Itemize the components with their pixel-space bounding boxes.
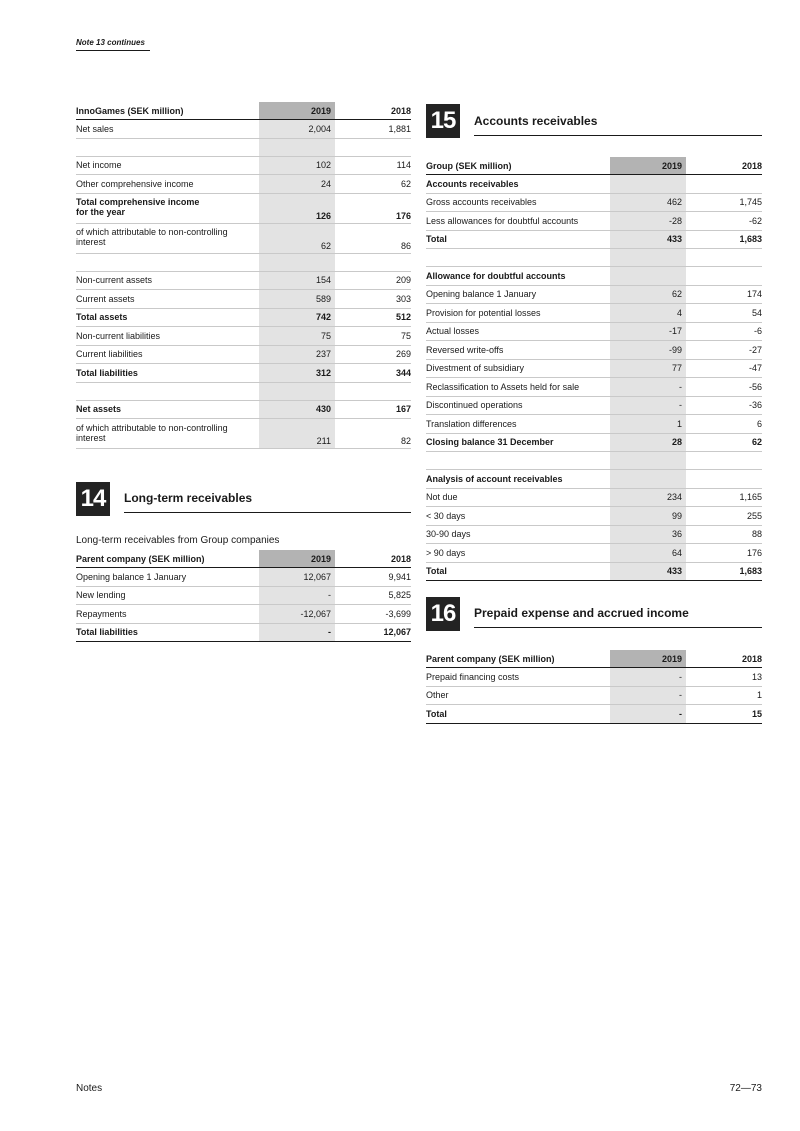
value-2019: 24 [259, 175, 335, 194]
value-2018 [335, 253, 411, 271]
value-2018: 176 [686, 544, 762, 563]
table-row [426, 544, 762, 563]
value-2018: 1,683 [686, 230, 762, 249]
table-row [426, 470, 762, 489]
value-2019: 430 [259, 400, 335, 419]
row-label: Total assets [76, 308, 259, 327]
value-2018: 174 [686, 285, 762, 304]
row-label: Discontinued operations [426, 396, 610, 415]
value-2019: -99 [610, 341, 686, 360]
value-2018: 88 [686, 525, 762, 544]
table-row [426, 488, 762, 507]
section-number-14: 14 [76, 482, 110, 516]
value-2019 [610, 470, 686, 489]
table-row [426, 212, 762, 231]
row-label [76, 253, 259, 271]
value-2018: 86 [335, 223, 411, 253]
note15-header-cell: Group (SEK million) [426, 157, 610, 175]
section-number-16: 16 [426, 597, 460, 631]
value-2018 [686, 175, 762, 194]
value-2018: 1,881 [335, 120, 411, 139]
row-label: Current liabilities [76, 345, 259, 364]
value-2018: 62 [686, 433, 762, 452]
section-number-15: 15 [426, 104, 460, 138]
row-label [426, 452, 610, 470]
value-2018: -27 [686, 341, 762, 360]
table-row [426, 668, 762, 687]
row-label: > 90 days [426, 544, 610, 563]
section-title-14: Long-term receivables [124, 491, 411, 513]
row-label: Analysis of account receivables [426, 470, 610, 489]
note15-header-cell: 2018 [686, 157, 762, 175]
value-2018: 255 [686, 507, 762, 526]
table-row [76, 364, 411, 383]
row-label: of which attributable to non-controlling interest [76, 223, 259, 253]
table-row [426, 285, 762, 304]
value-2019: - [610, 705, 686, 724]
note14-header-cell: Parent company (SEK million) [76, 550, 259, 568]
value-2019: 28 [610, 433, 686, 452]
row-label: Closing balance 31 December [426, 433, 610, 452]
table-row [76, 623, 411, 642]
value-2018 [686, 267, 762, 286]
row-label: Net income [76, 156, 259, 175]
value-2018: 9,941 [335, 568, 411, 587]
row-label: Allowance for doubtful accounts [426, 267, 610, 286]
value-2018: 1,683 [686, 562, 762, 581]
table-row [76, 345, 411, 364]
innogames-header-cell: InnoGames (SEK million) [76, 102, 259, 120]
table-row [426, 341, 762, 360]
table-row [76, 223, 411, 253]
value-2019: 102 [259, 156, 335, 175]
row-label: Gross accounts receivables [426, 193, 610, 212]
table-row [426, 433, 762, 452]
row-label: Non-current assets [76, 271, 259, 290]
note16-header-cell: 2018 [686, 650, 762, 668]
table-row [426, 562, 762, 581]
value-2019 [259, 382, 335, 400]
value-2019: 211 [259, 419, 335, 449]
row-label: Provision for potential losses [426, 304, 610, 323]
row-label: Repayments [76, 605, 259, 624]
row-label: New lending [76, 586, 259, 605]
value-2018: 344 [335, 364, 411, 383]
row-label: Net assets [76, 400, 259, 419]
value-2019: 234 [610, 488, 686, 507]
note14-subheading: Long-term receivables from Group companies [76, 535, 280, 546]
value-2019: 589 [259, 290, 335, 309]
row-label: Accounts receivables [426, 175, 610, 194]
table-row [76, 175, 411, 194]
table-row [76, 419, 411, 449]
table-row [76, 586, 411, 605]
value-2018: 114 [335, 156, 411, 175]
value-2019: 433 [610, 230, 686, 249]
value-2019: - [259, 623, 335, 642]
value-2019: 126 [259, 193, 335, 223]
value-2018: 6 [686, 415, 762, 434]
value-2018: 12,067 [335, 623, 411, 642]
row-label [76, 382, 259, 400]
note-continues-label: Note 13 continues [76, 38, 150, 51]
table-row [426, 686, 762, 705]
section-title-15: Accounts receivables [474, 114, 762, 136]
value-2019 [610, 452, 686, 470]
table-row [426, 230, 762, 249]
value-2019 [610, 249, 686, 267]
row-label: Net sales [76, 120, 259, 139]
row-label: Non-current liabilities [76, 327, 259, 346]
row-label: Not due [426, 488, 610, 507]
value-2018: -62 [686, 212, 762, 231]
row-label: Prepaid financing costs [426, 668, 610, 687]
row-label: Translation differences [426, 415, 610, 434]
row-label: < 30 days [426, 507, 610, 526]
value-2019: - [259, 586, 335, 605]
table-row [76, 193, 411, 223]
row-label: Other comprehensive income [76, 175, 259, 194]
table-row [76, 138, 411, 156]
value-2019: 75 [259, 327, 335, 346]
row-label: Reclassification to Assets held for sale [426, 378, 610, 397]
value-2019: -28 [610, 212, 686, 231]
value-2019: 99 [610, 507, 686, 526]
row-label: Current assets [76, 290, 259, 309]
value-2018: 167 [335, 400, 411, 419]
value-2018: 209 [335, 271, 411, 290]
value-2019: - [610, 378, 686, 397]
table-row [76, 290, 411, 309]
value-2019: 312 [259, 364, 335, 383]
section-title-16: Prepaid expense and accrued income [474, 606, 762, 628]
note16-header-cell: Parent company (SEK million) [426, 650, 610, 668]
table-row [426, 267, 762, 286]
value-2018: 303 [335, 290, 411, 309]
table-row [426, 452, 762, 470]
value-2018: 1,165 [686, 488, 762, 507]
table-row [76, 605, 411, 624]
value-2018: -36 [686, 396, 762, 415]
value-2018: -6 [686, 322, 762, 341]
value-2018: 15 [686, 705, 762, 724]
note16-header-cell: 2019 [610, 650, 686, 668]
table-row [426, 525, 762, 544]
row-label: Other [426, 686, 610, 705]
value-2019: -12,067 [259, 605, 335, 624]
value-2019: 742 [259, 308, 335, 327]
table-row [76, 382, 411, 400]
table-row [426, 193, 762, 212]
row-label: Total [426, 230, 610, 249]
value-2018: -56 [686, 378, 762, 397]
table-row [426, 378, 762, 397]
innogames-header-row [76, 102, 411, 120]
table-row [76, 120, 411, 139]
table-row [76, 156, 411, 175]
value-2019 [259, 253, 335, 271]
value-2019: 77 [610, 359, 686, 378]
value-2018: 13 [686, 668, 762, 687]
value-2019: 462 [610, 193, 686, 212]
table-row [426, 359, 762, 378]
value-2019: - [610, 396, 686, 415]
row-label [426, 249, 610, 267]
row-label: Total liabilities [76, 364, 259, 383]
note15-header-cell: 2019 [610, 157, 686, 175]
row-label: Total [426, 562, 610, 581]
value-2018: -47 [686, 359, 762, 378]
value-2019: 36 [610, 525, 686, 544]
table-row [76, 400, 411, 419]
table-row [426, 396, 762, 415]
value-2019: 62 [610, 285, 686, 304]
value-2019 [610, 175, 686, 194]
note14-header-cell: 2019 [259, 550, 335, 568]
innogames-header-cell: 2018 [335, 102, 411, 120]
value-2018 [686, 452, 762, 470]
value-2018 [335, 382, 411, 400]
value-2019: 12,067 [259, 568, 335, 587]
table-row [76, 253, 411, 271]
value-2019: 237 [259, 345, 335, 364]
footer-section-label: Notes [76, 1083, 103, 1094]
note14-table [76, 550, 411, 642]
innogames-table [76, 102, 411, 449]
value-2018 [686, 470, 762, 489]
note14-header-row [76, 550, 411, 568]
row-label: of which attributable to non-controlling interest [76, 419, 259, 449]
row-label: Less allowances for doubtful accounts [426, 212, 610, 231]
value-2019: 433 [610, 562, 686, 581]
value-2018: 1,745 [686, 193, 762, 212]
value-2019 [610, 267, 686, 286]
table-row [426, 249, 762, 267]
table-row [426, 705, 762, 724]
value-2018: 82 [335, 419, 411, 449]
table-row [426, 175, 762, 194]
table-row [426, 415, 762, 434]
table-row [426, 304, 762, 323]
value-2018 [335, 138, 411, 156]
row-label: Opening balance 1 January [426, 285, 610, 304]
row-label: Opening balance 1 January [76, 568, 259, 587]
row-label: Divestment of subsidiary [426, 359, 610, 378]
innogames-header-cell: 2019 [259, 102, 335, 120]
value-2018: 62 [335, 175, 411, 194]
value-2019: 62 [259, 223, 335, 253]
value-2019: 4 [610, 304, 686, 323]
row-label [76, 138, 259, 156]
value-2018: -3,699 [335, 605, 411, 624]
table-row [76, 308, 411, 327]
row-label: Total liabilities [76, 623, 259, 642]
value-2018: 1 [686, 686, 762, 705]
table-row [426, 322, 762, 341]
value-2019: - [610, 668, 686, 687]
note15-header-row [426, 157, 762, 175]
row-label: Actual losses [426, 322, 610, 341]
value-2019: -17 [610, 322, 686, 341]
value-2018: 5,825 [335, 586, 411, 605]
value-2019: 64 [610, 544, 686, 563]
table-row [426, 507, 762, 526]
value-2018: 54 [686, 304, 762, 323]
note16-header-row [426, 650, 762, 668]
value-2019: - [610, 686, 686, 705]
value-2018: 269 [335, 345, 411, 364]
value-2019: 154 [259, 271, 335, 290]
value-2018: 176 [335, 193, 411, 223]
row-label: 30-90 days [426, 525, 610, 544]
value-2019: 2,004 [259, 120, 335, 139]
table-row [76, 568, 411, 587]
value-2018: 75 [335, 327, 411, 346]
value-2019: 1 [610, 415, 686, 434]
note14-header-cell: 2018 [335, 550, 411, 568]
value-2019 [259, 138, 335, 156]
row-label: Total comprehensive income for the year [76, 193, 259, 223]
note15-table [426, 157, 762, 581]
row-label: Total [426, 705, 610, 724]
value-2018 [686, 249, 762, 267]
table-row [76, 327, 411, 346]
note16-table [426, 650, 762, 724]
table-row [76, 271, 411, 290]
row-label: Reversed write-offs [426, 341, 610, 360]
value-2018: 512 [335, 308, 411, 327]
footer-page-numbers: 72—73 [729, 1083, 762, 1094]
